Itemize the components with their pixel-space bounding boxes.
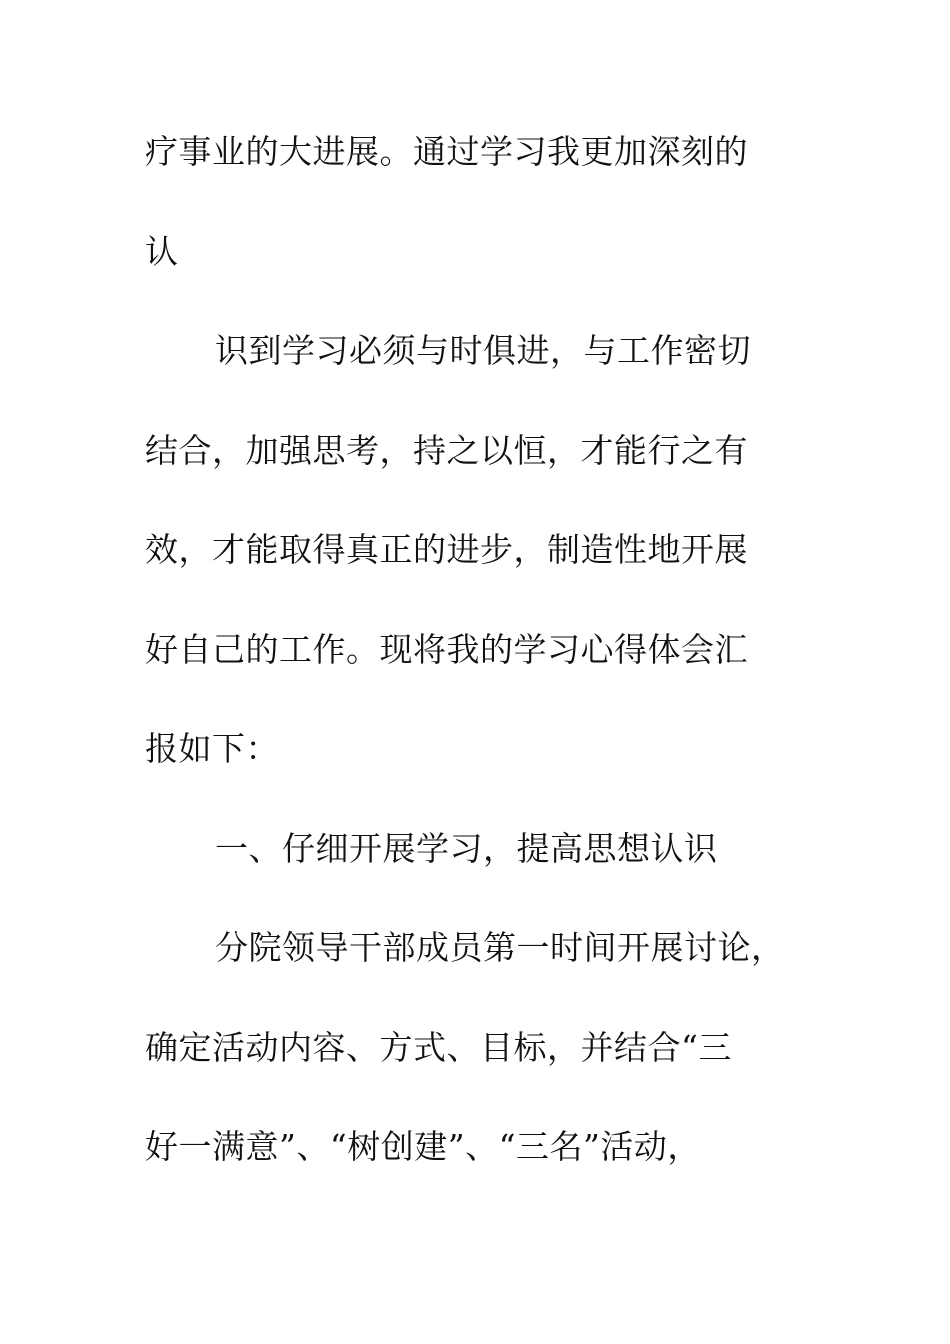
text-line: 确定活动内容、方式、目标，并结合“三 xyxy=(145,1027,732,1067)
text-line: 好自己的工作。现将我的学习心得体会汇 xyxy=(145,629,748,669)
text-line: 识到学习必须与时俱进，与工作密切 xyxy=(215,331,751,370)
text-line: 结合，加强思考，持之以恒，才能行之有 xyxy=(145,430,748,470)
text-line: 疗事业的大进展。通过学习我更加深刻的 xyxy=(145,132,748,171)
text-line: 认 xyxy=(145,231,179,271)
document-body xyxy=(145,124,795,1219)
text-line: 好一满意”、“树创建”、“三名”活动， xyxy=(145,1127,701,1166)
section-heading: 一、仔细开展学习，提高思想认识 xyxy=(215,828,718,868)
text-line: 效，才能取得真正的进步，制造性地开展 xyxy=(145,530,748,569)
text-line: 分院领导干部成员第一时间开展讨论， xyxy=(215,928,785,967)
text-line: 报如下： xyxy=(145,729,279,768)
